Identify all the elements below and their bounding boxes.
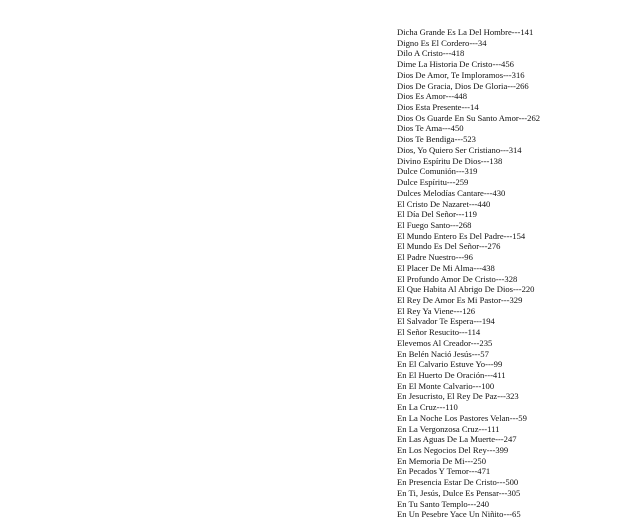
hymn-index-entry: Dime La Historia De Cristo---456 xyxy=(397,59,514,70)
hymn-index-entry: En El Calvario Estuve Yo---99 xyxy=(397,359,503,370)
hymn-index-entry: Dios Esta Presente---14 xyxy=(397,102,479,113)
hymn-index-entry: En Un Pesebre Yace Un Niñito---65 xyxy=(397,509,521,520)
hymn-index-entry: El Profundo Amor De Cristo---328 xyxy=(397,273,518,284)
hymn-index-entry: Dios De Amor, Te Imploramos---316 xyxy=(397,69,525,80)
hymn-index-entry: El Día Del Señor---119 xyxy=(397,209,477,220)
hymn-index-entry: En La Noche Los Pastores Velan---59 xyxy=(397,412,527,423)
hymn-index-entry: El Padre Nuestro---96 xyxy=(397,252,473,263)
hymn-index-entry: En La Cruz---110 xyxy=(397,402,458,413)
hymn-index-entry: Dulce Espíritu---259 xyxy=(397,177,469,188)
hymn-index-entry: En Jesucristo, El Rey De Paz---323 xyxy=(397,391,519,402)
hymn-index-entry: El Mundo Entero Es Del Padre---154 xyxy=(397,230,526,241)
hymn-index-entry: Dicha Grande Es La Del Hombre---141 xyxy=(397,27,534,37)
hymn-index-entry: El Rey Ya Viene---126 xyxy=(397,305,476,316)
hymn-index-entry: Dios Te Bendiga---523 xyxy=(397,134,476,145)
hymn-index-entry: En El Monte Calvario---100 xyxy=(397,380,495,391)
hymn-index-entry: Elevemos Al Creador---235 xyxy=(397,337,493,348)
hymn-index-entry: En Belén Nació Jesús---57 xyxy=(397,348,489,359)
hymn-index-entry: En Presencia Estar De Cristo---500 xyxy=(397,477,519,488)
hymn-index-entry: En La Vergonzosa Cruz---111 xyxy=(397,423,500,434)
hymn-index-entry: Dulces Melodías Cantare---430 xyxy=(397,187,506,198)
hymn-index-entry: En Tu Santo Templo---240 xyxy=(397,498,490,509)
hymn-index-entry: Divino Espíritu De Dios---138 xyxy=(397,155,503,166)
hymn-index-list xyxy=(397,27,540,520)
hymn-index-entry: El Cristo De Nazaret---440 xyxy=(397,198,491,209)
hymn-index-entry: El Salvador Te Espera---194 xyxy=(397,316,495,327)
hymn-index-entry: El Señor Resucito---114 xyxy=(397,327,481,338)
hymn-index-entry: El Que Habita Al Abrigo De Dios---220 xyxy=(397,284,535,295)
hymn-index-entry: En Pecados Y Temor---471 xyxy=(397,466,491,477)
hymn-index-entry: Dios, Yo Quiero Ser Cristiano---314 xyxy=(397,144,522,155)
hymn-index-entry: En Los Negocios Del Rey---399 xyxy=(397,445,509,456)
hymn-index-entry: Dios Te Ama---450 xyxy=(397,123,464,134)
hymn-index-entry: El Mundo Es Del Señor---276 xyxy=(397,241,501,252)
hymn-index-entry: Dilo A Cristo---418 xyxy=(397,48,465,59)
hymn-index-entry: En Ti, Jesús, Dulce Es Pensar---305 xyxy=(397,487,521,498)
hymn-index-entry: Dios Es Amor---448 xyxy=(397,91,468,102)
hymn-index-entry: En Memoria De Mi---250 xyxy=(397,455,487,466)
hymn-index-entry: El Fuego Santo---268 xyxy=(397,219,472,230)
hymn-index-entry: En Las Aguas De La Muerte---247 xyxy=(397,434,517,445)
hymn-index-entry: En El Huerto De Oración---411 xyxy=(397,370,506,380)
hymn-index-entry: Dios De Gracia, Dios De Gloria---266 xyxy=(397,80,529,91)
hymn-index-entry: El Rey De Amor Es Mi Pastor---329 xyxy=(397,294,523,305)
hymn-index-entry: El Placer De Mi Alma---438 xyxy=(397,262,495,273)
hymn-index-entry: Dios Os Guarde En Su Santo Amor---262 xyxy=(397,112,541,123)
hymn-index-entry: Dulce Comunión---319 xyxy=(397,166,478,177)
hymn-index-entry: Digno Es El Cordero---34 xyxy=(397,37,487,48)
